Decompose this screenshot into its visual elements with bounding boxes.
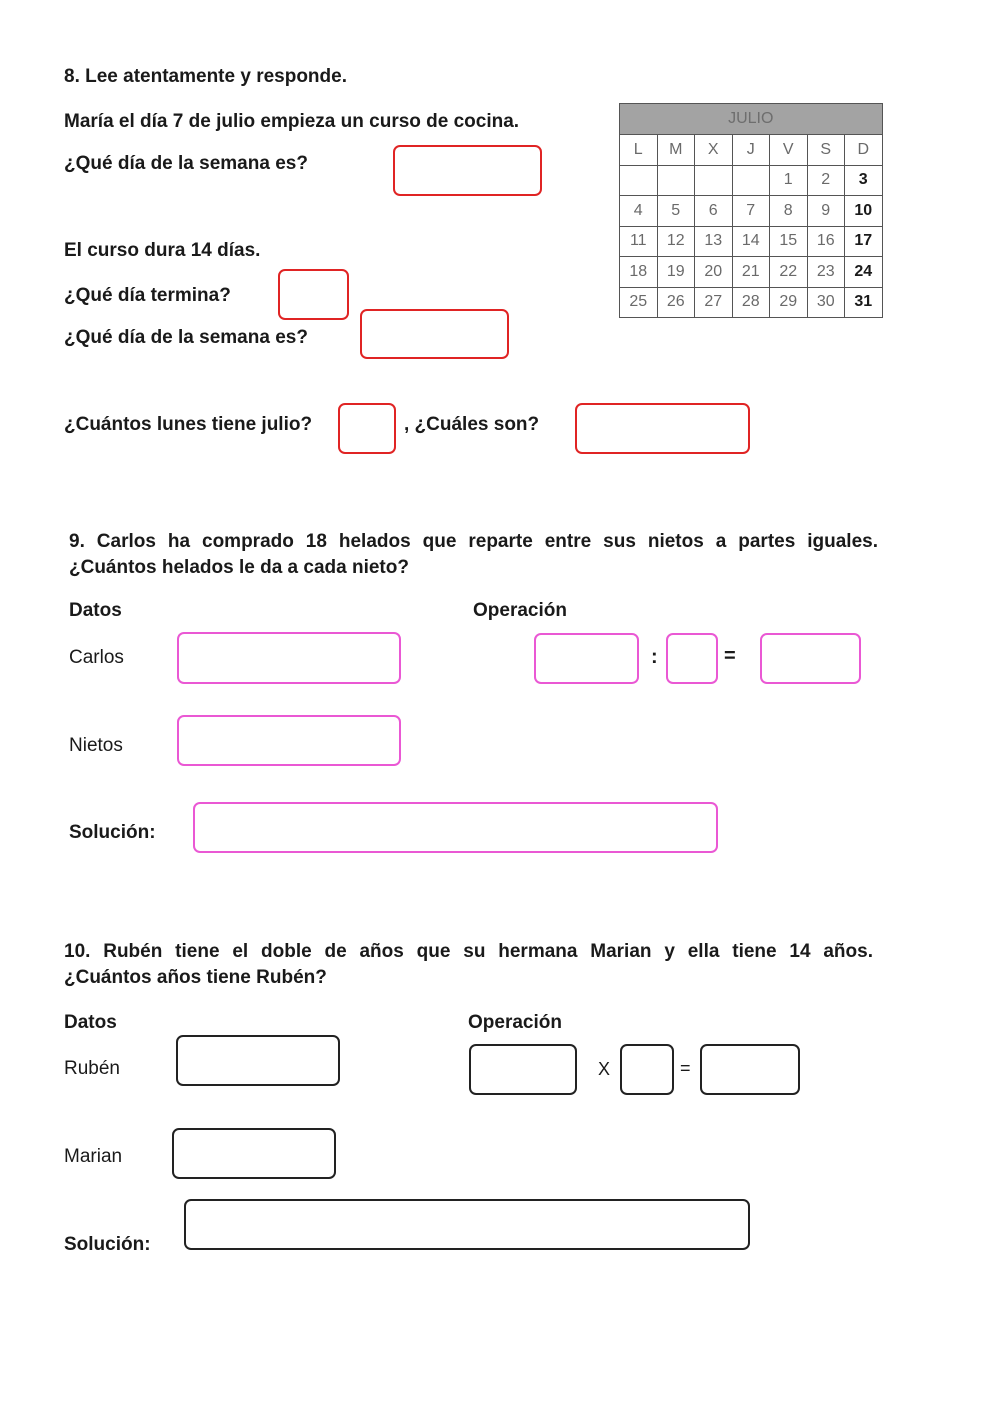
calendar-day-cell: 10 [845, 196, 883, 227]
q9-carlos-input[interactable] [177, 632, 401, 684]
calendar-day-cell: 16 [807, 226, 845, 257]
calendar-week-row [620, 165, 883, 196]
q10-multiply-sign: X [598, 1059, 611, 1079]
calendar-weekday-header: L [620, 135, 658, 166]
calendar-day-cell: 6 [695, 196, 733, 227]
calendar-empty-cell [657, 165, 695, 196]
q9-op-dividend-input[interactable] [534, 633, 639, 684]
calendar-weekday-header: V [770, 135, 808, 166]
calendar-week-row [620, 257, 883, 288]
calendar-day-cell: 4 [620, 196, 658, 227]
q10-line1: 10. Rubén tiene el doble de años que su hermana Marian y ella tiene 14 años. [64, 941, 873, 962]
q10-op-factor2-input[interactable] [620, 1044, 674, 1095]
q8-heading: 8. Lee atentamente y responde. [64, 66, 347, 87]
calendar-day-cell: 3 [845, 165, 883, 196]
calendar-day-cell: 1 [770, 165, 808, 196]
calendar-empty-cell [695, 165, 733, 196]
q10-solucion-label: Solución: [64, 1234, 151, 1255]
calendar-week-row [620, 196, 883, 227]
calendar-day-cell: 25 [620, 287, 658, 318]
calendar-day-cell: 7 [732, 196, 770, 227]
q8-weekday-end-label: ¿Qué día de la semana es? [64, 327, 308, 348]
calendar-weekday-header: J [732, 135, 770, 166]
q9-line1: 9. Carlos ha comprado 18 helados que reparte entre sus nietos a partes iguales. [69, 531, 878, 552]
q10-ruben-input[interactable] [176, 1035, 340, 1086]
calendar-month-title: JULIO [620, 104, 883, 135]
q8-intro: María el día 7 de julio empieza un curso de cocina. [64, 111, 520, 132]
calendar-july [619, 103, 883, 318]
q8-end-day-label: ¿Qué día termina? [64, 285, 231, 306]
calendar-weekday-header: S [807, 135, 845, 166]
q10-datos-heading: Datos [64, 1012, 117, 1033]
calendar-day-cell: 21 [732, 257, 770, 288]
q10-op-result-input[interactable] [700, 1044, 800, 1095]
calendar-week-row [620, 287, 883, 318]
calendar-day-cell: 26 [657, 287, 695, 318]
q8-mondays-which-label: , ¿Cuáles son? [404, 414, 540, 435]
q8-weekday-start-input[interactable] [393, 145, 542, 196]
calendar-day-cell: 22 [770, 257, 808, 288]
q10-marian-label: Marian [64, 1146, 123, 1167]
calendar-weekday-header: X [695, 135, 733, 166]
calendar-day-cell: 5 [657, 196, 695, 227]
calendar-day-cell: 15 [770, 226, 808, 257]
calendar-day-cell: 29 [770, 287, 808, 318]
q9-line2: ¿Cuántos helados le da a cada nieto? [69, 557, 409, 578]
calendar-day-cell: 8 [770, 196, 808, 227]
calendar-weekday-header: D [845, 135, 883, 166]
q8-end-day-input[interactable] [278, 269, 349, 320]
calendar-day-cell: 27 [695, 287, 733, 318]
calendar-day-cell: 12 [657, 226, 695, 257]
q10-ruben-label: Rubén [64, 1058, 120, 1079]
calendar-day-cell: 13 [695, 226, 733, 257]
calendar-empty-cell [620, 165, 658, 196]
q9-nietos-label: Nietos [69, 735, 123, 756]
calendar-empty-cell [732, 165, 770, 196]
calendar-day-cell: 20 [695, 257, 733, 288]
q9-nietos-input[interactable] [177, 715, 401, 766]
q9-solucion-label: Solución: [69, 822, 156, 843]
q10-marian-input[interactable] [172, 1128, 336, 1179]
calendar-day-cell: 2 [807, 165, 845, 196]
calendar-day-cell: 31 [845, 287, 883, 318]
calendar-weekday-header: M [657, 135, 695, 166]
calendar-day-cell: 24 [845, 257, 883, 288]
q10-line2: ¿Cuántos años tiene Rubén? [64, 967, 327, 988]
calendar-day-cell: 11 [620, 226, 658, 257]
q8-duration: El curso dura 14 días. [64, 240, 261, 261]
calendar-day-cell: 14 [732, 226, 770, 257]
calendar-day-cell: 9 [807, 196, 845, 227]
q9-operacion-heading: Operación [473, 600, 567, 621]
q10-operacion-heading: Operación [468, 1012, 562, 1033]
calendar-day-cell: 30 [807, 287, 845, 318]
q9-equals-sign: = [724, 645, 736, 667]
q9-division-sign: : [651, 646, 658, 668]
q9-op-divisor-input[interactable] [666, 633, 718, 684]
q9-carlos-label: Carlos [69, 647, 124, 668]
q8-mondays-count-label: ¿Cuántos lunes tiene julio? [64, 414, 313, 435]
calendar-day-cell: 23 [807, 257, 845, 288]
calendar-week-row [620, 226, 883, 257]
q8-weekday-end-input[interactable] [360, 309, 509, 359]
q8-weekday-start-label: ¿Qué día de la semana es? [64, 153, 308, 174]
calendar-day-cell: 18 [620, 257, 658, 288]
calendar-day-cell: 19 [657, 257, 695, 288]
q9-op-result-input[interactable] [760, 633, 861, 684]
q8-mondays-which-input[interactable] [575, 403, 750, 454]
q8-mondays-count-input[interactable] [338, 403, 396, 454]
calendar-day-cell: 17 [845, 226, 883, 257]
q9-solucion-input[interactable] [193, 802, 718, 853]
q9-datos-heading: Datos [69, 600, 122, 621]
calendar-day-cell: 28 [732, 287, 770, 318]
q10-solucion-input[interactable] [184, 1199, 750, 1250]
q10-op-factor1-input[interactable] [469, 1044, 577, 1095]
q10-equals-sign: = [680, 1058, 691, 1078]
